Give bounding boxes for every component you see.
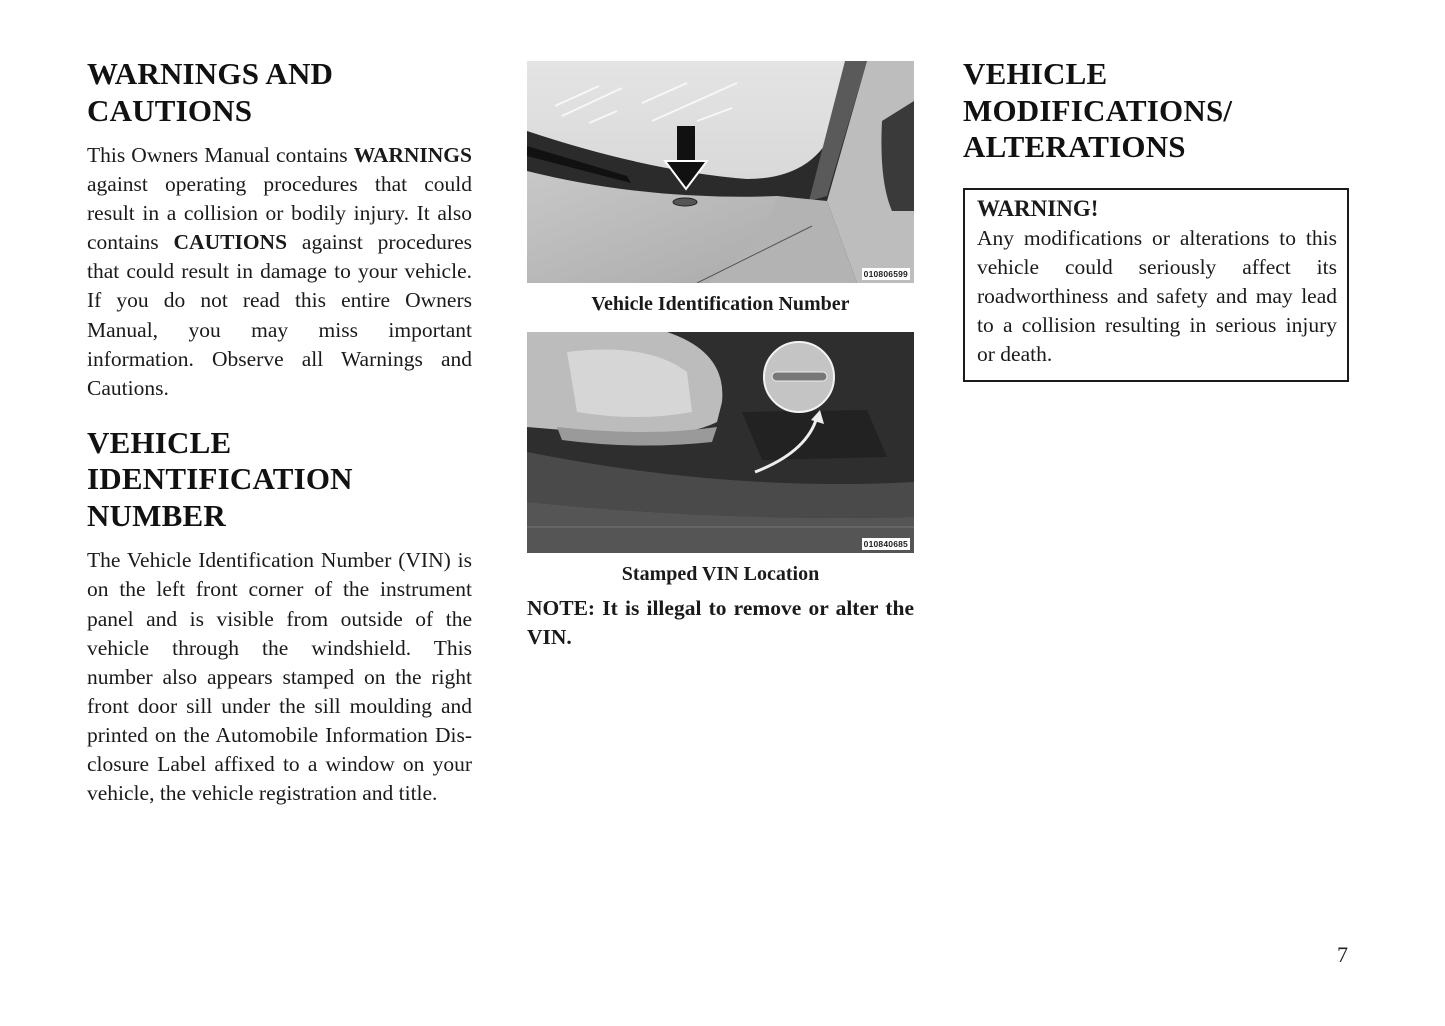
section-vehicle-identification-number: [87, 425, 472, 808]
figure-caption: Vehicle Identification Number: [591, 293, 850, 315]
figure-windshield-vin: [527, 61, 914, 316]
figure-code: 010840685: [863, 539, 908, 549]
stamped-vin-illustration: [527, 332, 914, 553]
section-warnings-and-cautions: [87, 56, 472, 403]
page-number: 7: [1337, 942, 1348, 967]
windshield-vin-illustration: [527, 61, 914, 283]
vin-paragraph: The Vehicle Identification Number (VIN) is on the left front corner of the instrument panel and is visible from outside of the vehicle through the windshield. This number also appears stamped on the right front door sill under the sill moulding and printed on the Automobile Information Disclosure Label affixed to a window on your vehicle, the vehicle registration and title.: [87, 548, 472, 806]
section-title-vehicle-modifications: VEHICLE MODIFICATIONS/ ALTERATIONS: [963, 56, 1233, 164]
figure-code: 010806599: [863, 269, 908, 279]
middle-column: [527, 61, 914, 674]
warning-title: WARNING!: [977, 195, 1099, 221]
warnings-cautions-paragraph: This Owners Manual contains WARNINGS against operating procedures that could result in a collision or bodily injury. It also contains CAUTIONS against procedures that could result in damage to your vehicle. If you do not read this entire Owners Manual, you may miss important information. Observe all Warnings and Cautions.: [87, 143, 472, 400]
section-title-warnings-and-cautions: WARNINGS AND CAUTIONS: [87, 56, 334, 128]
warning-box: [963, 188, 1349, 382]
figure-caption: Stamped VIN Location: [621, 563, 820, 585]
windshield-drawing: [527, 61, 914, 283]
right-column: [963, 56, 1349, 382]
section-title-vehicle-identification-number: VEHICLE IDENTIFICATION NUMBER: [87, 424, 353, 533]
left-column: [87, 56, 472, 808]
vin-note: NOTE: It is illegal to remove or alter the VIN.: [527, 596, 914, 649]
door-sill-drawing: [527, 332, 914, 553]
figure-stamped-vin: [527, 332, 914, 586]
warning-text: Any modifications or alterations to this vehicle could seriously affect its roadworthiness and safety and may lead to a collision resulting in serious injury or death.: [977, 225, 1337, 367]
